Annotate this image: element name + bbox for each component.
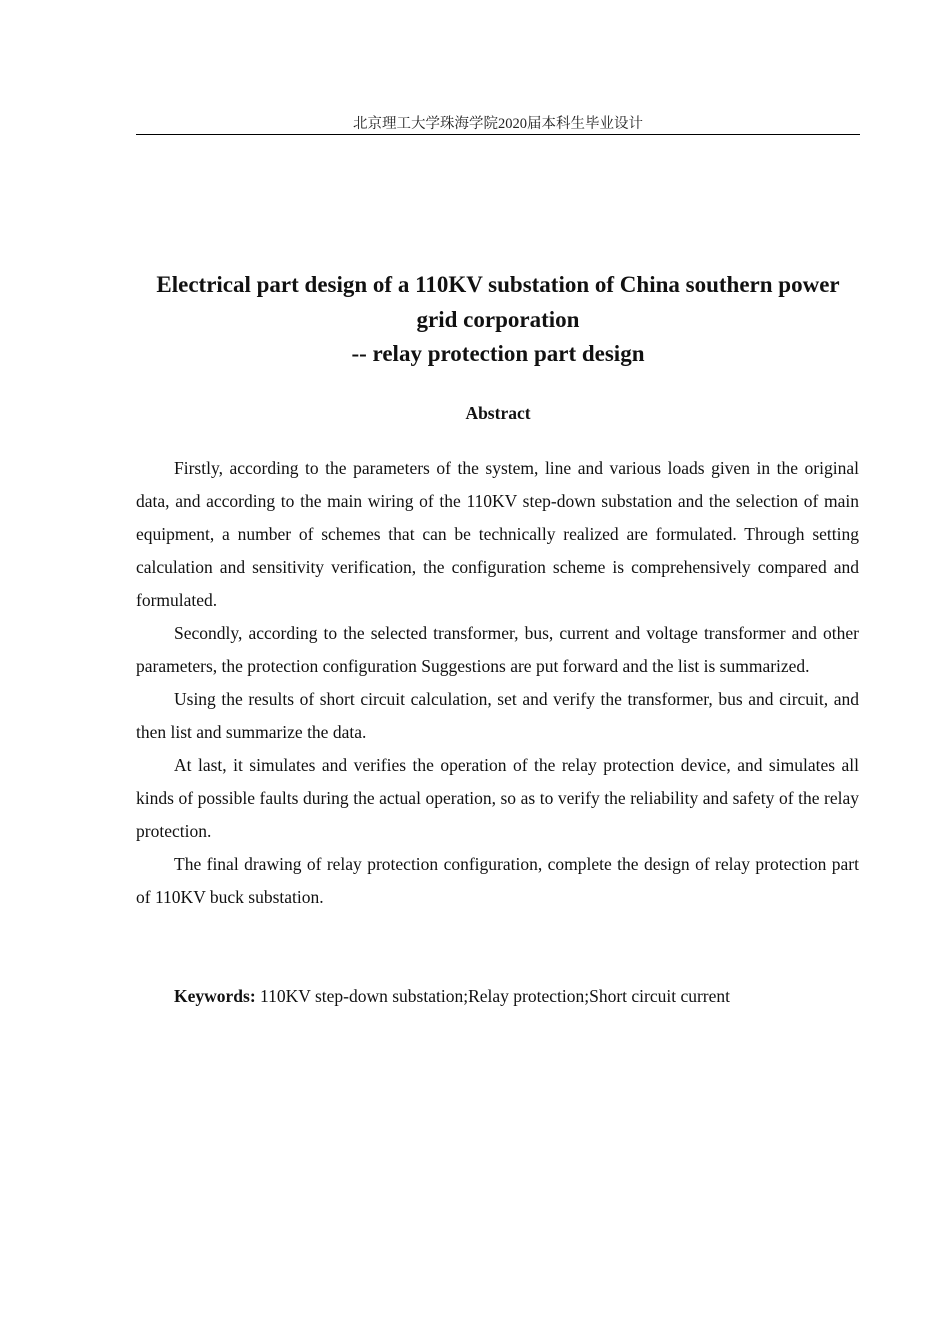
abstract-paragraph: At last, it simulates and verifies the operation of the relay protection device, and simulates all kinds of possible faults during the actual operation, so as to verify the reliability and safety of the relay protection. — [136, 755, 859, 841]
document-title — [136, 268, 860, 372]
abstract-body — [136, 452, 859, 914]
abstract-paragraph: Firstly, according to the parameters of the system, line and various loads given in the original data, and according to the main wiring of the 110KV step-down substation and the selection of main equipment, a number of schemes that can be technically realized are formulated. Through setting calculation and sensitivity verification, the configuration scheme is comprehensively compared and formulated. — [136, 458, 859, 610]
title-subtitle: -- relay protection part design — [351, 341, 645, 366]
keywords-value: 110KV step-down substation;Relay protection;Short circuit current — [255, 986, 731, 1006]
abstract-paragraph: Secondly, according to the selected transformer, bus, current and voltage transformer and other parameters, the protection configuration Suggestions are put forward and the list is summarized. — [136, 623, 859, 676]
abstract-paragraph: Using the results of short circuit calculation, set and verify the transformer, bus and circuit, and then list and summarize the data. — [136, 689, 859, 742]
page-header: 北京理工大学珠海学院2020届本科生毕业设计 — [136, 114, 860, 135]
title-line-1: Electrical part design of a 110KV substation of China southern power — [156, 272, 840, 297]
keywords-label: Keywords: — [174, 986, 256, 1006]
keywords — [174, 980, 864, 1013]
title-line-2: grid corporation — [416, 306, 580, 332]
abstract-paragraph: The final drawing of relay protection configuration, complete the design of relay protection part of 110KV buck substation. — [136, 854, 859, 907]
abstract-heading: Abstract — [465, 403, 531, 423]
